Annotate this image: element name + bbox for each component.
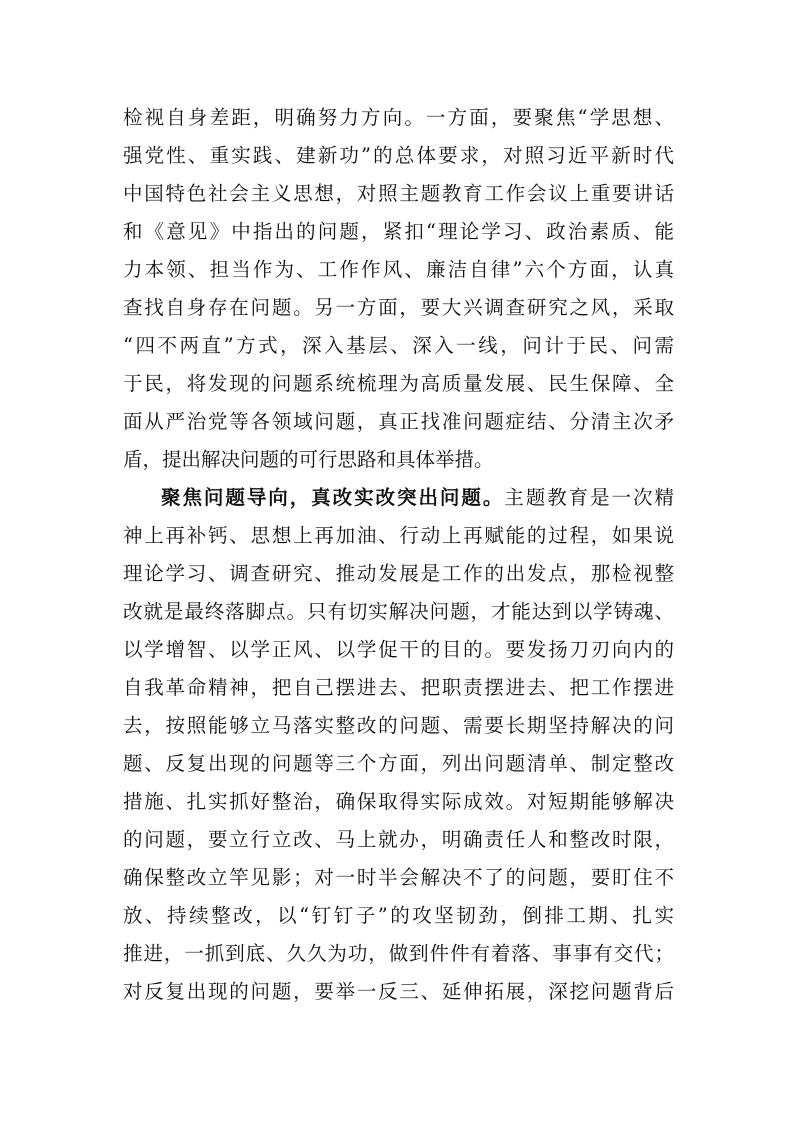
text-line: 理论学习、调查研究、推动发展是工作的出发点，那检视整 [123,562,674,585]
text-line: 题、反复出现的问题等三个方面，列出问题清单、制定整改 [123,752,674,775]
text-line: 以学增智、以学正风、以学促干的目的。要发扬刀刃向内的 [123,638,674,661]
text-line: 的问题，要立行立改、马上就办，明确责任人和整改时限， [123,828,674,851]
text-line: 措施、扎实抓好整治，确保取得实际成效。对短期能够解决 [123,790,674,813]
text-line: 神上再补钙、思想上再加油、行动上再赋能的过程，如果说 [123,524,674,547]
text-line: 盾，提出解决问题的可行思路和具体举措。 [123,448,494,471]
paragraph-first-line [161,487,674,509]
text-line: 改就是最终落脚点。只有切实解决问题，才能达到以学铸魂、 [123,600,674,623]
text-line: 和《意见》中指出的问题，紧扣“理论学习、政治素质、能 [123,220,674,243]
text-line: 放、持续整改，以“钉钉子”的攻坚韧劲，倒排工期、扎实 [123,904,674,927]
text-line: “四不两直”方式，深入基层、深入一线，问计于民、问需 [123,334,674,357]
text-line: 自我革命精神，把自己摆进去、把职责摆进去、把工作摆进 [123,676,674,699]
text-line: 确保整改立竿见影；对一时半会解决不了的问题，要盯住不 [123,866,674,889]
text-line: 查找自身存在问题。另一方面，要大兴调查研究之风，采取 [123,296,674,319]
paragraph-text: 主题教育是一次精 [504,486,674,509]
text-line: 中国特色社会主义思想，对照主题教育工作会议上重要讲话 [123,182,674,205]
text-line: 面从严治党等各领域问题，真正找准问题症结、分清主次矛 [123,410,674,433]
text-line: 推进，一抓到底、久久为功，做到件件有着落、事事有交代； [123,942,674,965]
text-line: 于民，将发现的问题系统梳理为高质量发展、民生保障、全 [123,372,674,395]
paragraph-heading: 聚焦问题导向，真改实改突出问题。 [161,486,505,509]
text-line: 对反复出现的问题，要举一反三、延伸拓展，深挖问题背后 [123,980,674,1003]
text-line: 去，按照能够立马落实整改的问题、需要长期坚持解决的问 [123,714,674,737]
text-line: 检视自身差距，明确努力方向。一方面，要聚焦“学思想、 [123,106,674,129]
text-line: 强党性、重实践、建新功”的总体要求，对照习近平新时代 [123,144,674,167]
text-line: 力本领、担当作为、工作作风、廉洁自律”六个方面，认真 [123,258,674,281]
